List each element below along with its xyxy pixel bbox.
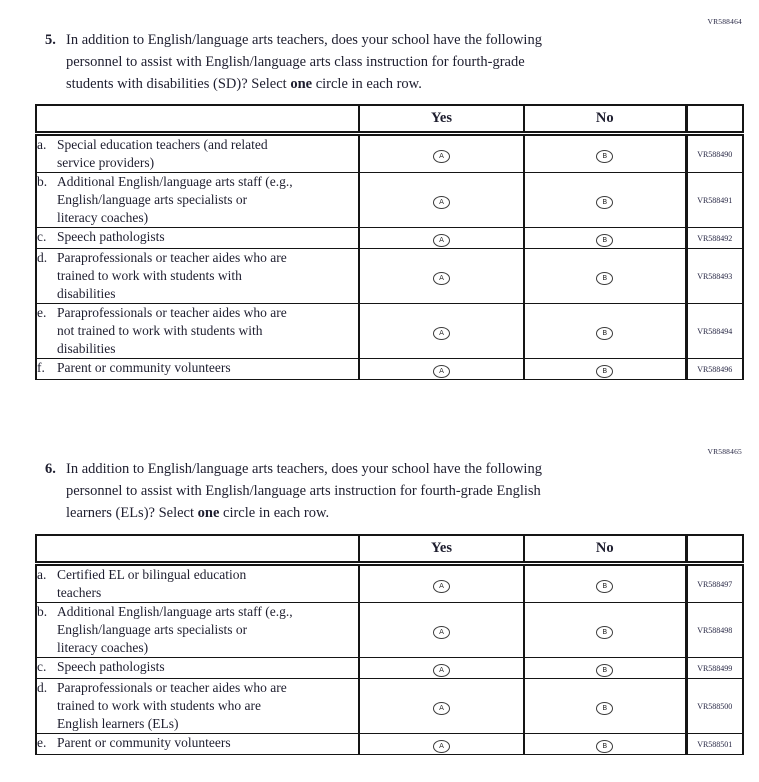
question-6-table <box>35 534 744 755</box>
row-label: Parent or community volunteers <box>57 360 231 375</box>
no-option-bubble[interactable]: B <box>596 150 613 163</box>
yes-option-bubble[interactable]: A <box>433 664 450 677</box>
table-row <box>36 249 743 304</box>
empty-header-cell <box>686 535 743 564</box>
table-row <box>36 134 743 173</box>
vr-code-question-6: VR588465 <box>707 447 742 456</box>
yes-option-bubble[interactable]: A <box>433 365 450 378</box>
question-5-table <box>35 104 744 380</box>
row-letter: a. <box>37 137 47 152</box>
row-letter: d. <box>37 680 48 695</box>
row-label: Speech pathologists <box>57 659 165 674</box>
question-6-number: 6. <box>45 461 56 477</box>
no-option-bubble[interactable]: B <box>596 740 613 753</box>
table-header-row <box>36 105 743 134</box>
row-letter: e. <box>37 305 47 320</box>
empty-header-cell <box>36 105 359 134</box>
yes-option-bubble[interactable]: A <box>433 626 450 639</box>
vr-code-question-5: VR588464 <box>707 17 742 26</box>
no-option-bubble[interactable]: B <box>596 626 613 639</box>
row-label: Paraprofessionals or teacher aides who are not trained to work with students with disabilities <box>57 305 287 356</box>
question-6 <box>45 458 665 524</box>
vr-code: VR588497 <box>686 564 743 603</box>
row-label: Additional English/language arts staff (e.g., English/language arts specialists or literacy coaches) <box>57 604 293 655</box>
table-row <box>36 359 743 380</box>
row-label: Paraprofessionals or teacher aides who are trained to work with students with disabilities <box>57 250 287 301</box>
yes-option-bubble[interactable]: A <box>433 702 450 715</box>
table-row <box>36 658 743 679</box>
row-letter: b. <box>37 174 48 189</box>
column-header-no: No <box>524 105 686 134</box>
question-5-number: 5. <box>45 32 56 48</box>
vr-code: VR588491 <box>686 173 743 228</box>
yes-option-bubble[interactable]: A <box>433 580 450 593</box>
yes-option-bubble[interactable]: A <box>433 272 450 285</box>
question-6-text-post: circle in each row. <box>219 505 330 521</box>
question-6-text <box>66 458 542 524</box>
question-5-text <box>66 29 542 95</box>
empty-header-cell <box>686 105 743 134</box>
no-option-bubble[interactable]: B <box>596 580 613 593</box>
vr-code: VR588494 <box>686 304 743 359</box>
yes-option-bubble[interactable]: A <box>433 196 450 209</box>
row-label: Additional English/language arts staff (e.g., English/language arts specialists or literacy coaches) <box>57 174 293 225</box>
no-option-bubble[interactable]: B <box>596 702 613 715</box>
table-header-row <box>36 535 743 564</box>
row-label: Certified EL or bilingual education teachers <box>57 567 247 600</box>
row-letter: b. <box>37 604 48 619</box>
yes-option-bubble[interactable]: A <box>433 234 450 247</box>
table-row <box>36 173 743 228</box>
row-letter: c. <box>37 229 47 244</box>
row-label: Special education teachers (and related service providers) <box>57 137 268 170</box>
vr-code: VR588498 <box>686 603 743 658</box>
table-row <box>36 564 743 603</box>
row-letter: c. <box>37 659 47 674</box>
no-option-bubble[interactable]: B <box>596 327 613 340</box>
table-row <box>36 679 743 734</box>
column-header-no: No <box>524 535 686 564</box>
yes-option-bubble[interactable]: A <box>433 327 450 340</box>
column-header-yes: Yes <box>359 535 524 564</box>
table-row <box>36 304 743 359</box>
row-letter: e. <box>37 735 47 750</box>
table-row <box>36 603 743 658</box>
row-letter: f. <box>37 360 45 375</box>
yes-option-bubble[interactable]: A <box>433 150 450 163</box>
vr-code: VR588496 <box>686 359 743 380</box>
row-letter: a. <box>37 567 47 582</box>
question-6-text-bold: one <box>197 505 220 521</box>
question-5-text-post: circle in each row. <box>312 76 422 92</box>
no-option-bubble[interactable]: B <box>596 664 613 677</box>
question-5 <box>45 29 665 95</box>
no-option-bubble[interactable]: B <box>596 272 613 285</box>
table-row <box>36 228 743 249</box>
no-option-bubble[interactable]: B <box>596 196 613 209</box>
row-label: Speech pathologists <box>57 229 165 244</box>
vr-code: VR588501 <box>686 734 743 755</box>
vr-code: VR588493 <box>686 249 743 304</box>
vr-code: VR588490 <box>686 134 743 173</box>
row-letter: d. <box>37 250 48 265</box>
question-5-text-pre: students with disabilities (SD)? Select <box>66 76 291 92</box>
table-row <box>36 734 743 755</box>
question-5-text-lines: In addition to English/language arts teachers, does your school have the following personnel to assist with English/language arts class instruction for fourth-grade <box>66 32 542 70</box>
vr-code: VR588499 <box>686 658 743 679</box>
row-label: Parent or community volunteers <box>57 735 231 750</box>
question-6-text-lines: In addition to English/language arts teachers, does your school have the following personnel to assist with English/language arts instruction for fourth-grade English <box>66 461 542 499</box>
vr-code: VR588492 <box>686 228 743 249</box>
row-label: Paraprofessionals or teacher aides who are trained to work with students who are English learners (ELs) <box>57 680 287 731</box>
yes-option-bubble[interactable]: A <box>433 740 450 753</box>
no-option-bubble[interactable]: B <box>596 365 613 378</box>
empty-header-cell <box>36 535 359 564</box>
question-6-text-pre: learners (ELs)? Select <box>66 505 198 521</box>
vr-code: VR588500 <box>686 679 743 734</box>
question-5-text-bold: one <box>290 76 313 92</box>
no-option-bubble[interactable]: B <box>596 234 613 247</box>
column-header-yes: Yes <box>359 105 524 134</box>
